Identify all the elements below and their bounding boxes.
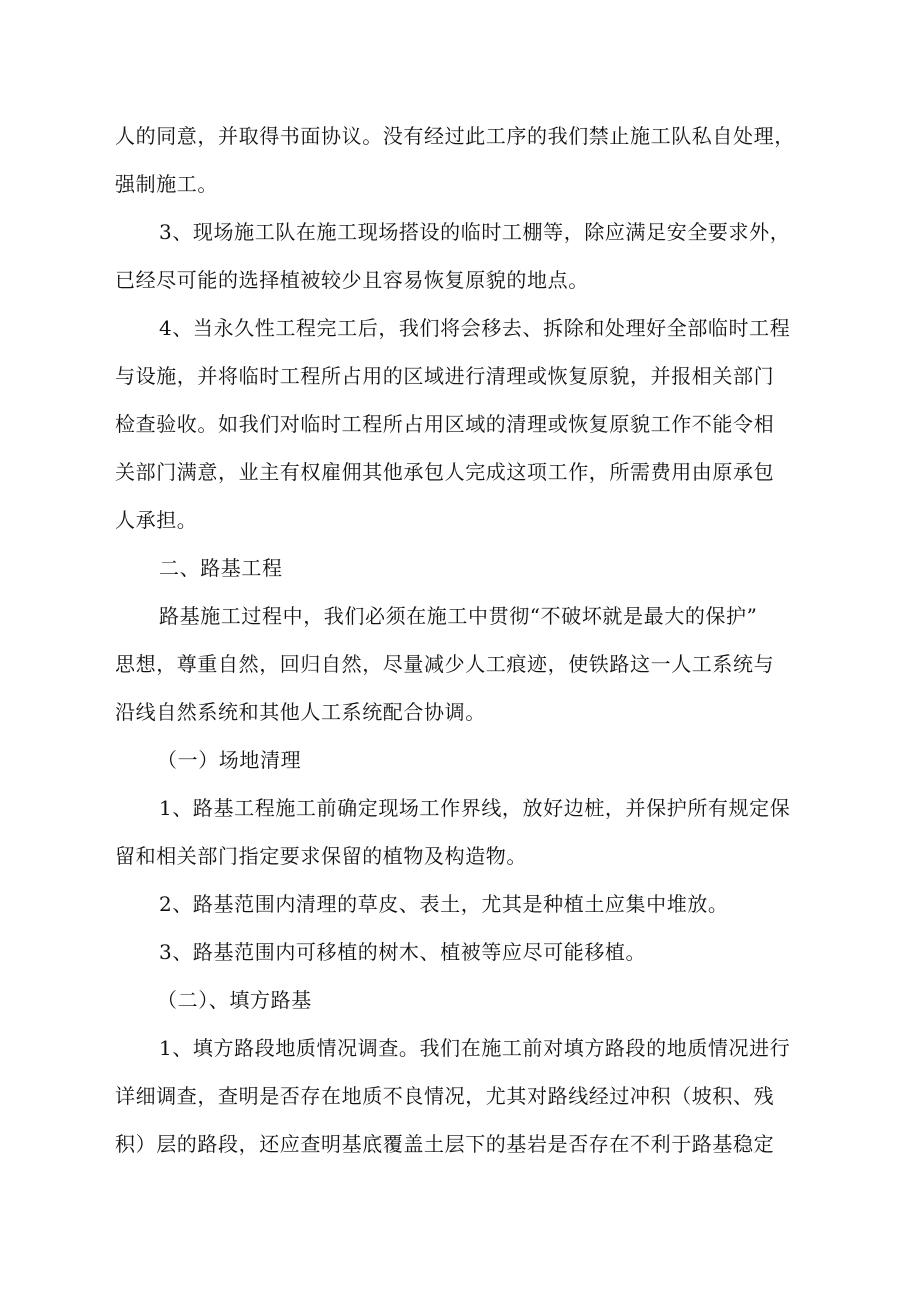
text-line: 沿线自然系统和其他人工系统配合协调。 xyxy=(115,700,486,724)
subsection-heading: （一）场地清理 xyxy=(157,748,302,772)
text-line: 2、路基范围内清理的草皮、表土，尤其是种植土应集中堆放。 xyxy=(159,892,729,916)
subsection-heading: （二）、填方路基 xyxy=(157,988,312,1012)
text-line: 留和相关部门指定要求保留的植物及构造物。 xyxy=(115,844,527,868)
section-heading: 二、路基工程 xyxy=(159,556,283,580)
text-line: 人承担。 xyxy=(115,508,198,532)
text-line: 关部门满意，业主有权雇佣其他承包人完成这项工作，所需费用由原承包 xyxy=(115,460,775,484)
text-line: 与设施，并将临时工程所占用的区域进行清理或恢复原貌，并报相关部门 xyxy=(115,364,775,388)
text-line: 强制施工。 xyxy=(115,172,218,196)
text-line: 人的同意，并取得书面协议。没有经过此工序的我们禁止施工队私自处理， xyxy=(115,124,795,148)
document-body xyxy=(115,112,820,1168)
text-line: 4、当永久性工程完工后，我们将会移去、拆除和处理好全部临时工程 xyxy=(159,316,791,340)
text-line: 3、路基范围内可移植的树木、植被等应尽可能移植。 xyxy=(159,940,647,964)
text-line: 积）层的路段，还应查明基底覆盖土层下的基岩是否存在不利于路基稳定 xyxy=(115,1132,775,1156)
text-line: 检查验收。如我们对临时工程所占用区域的清理或恢复原貌工作不能令相 xyxy=(115,412,775,436)
text-line: 1、填方路段地质情况调查。我们在施工前对填方路段的地质情况进行 xyxy=(159,1036,791,1060)
text-line: 路基施工过程中，我们必须在施工中贯彻“不破坏就是最大的保护” xyxy=(159,604,758,628)
text-line: 1、路基工程施工前确定现场工作界线，放好边桩，并保护所有规定保 xyxy=(159,796,791,820)
text-line: 思想，尊重自然，回归自然，尽量减少人工痕迹，使铁路这一人工系统与 xyxy=(115,652,775,676)
text-line: 已经尽可能的选择植被较少且容易恢复原貌的地点。 xyxy=(115,268,589,292)
text-line: 3、现场施工队在施工现场搭设的临时工棚等，除应满足安全要求外， xyxy=(159,220,791,244)
text-line: 详细调查，查明是否存在地质不良情况，尤其对路线经过冲积（坡积、残 xyxy=(115,1084,775,1108)
